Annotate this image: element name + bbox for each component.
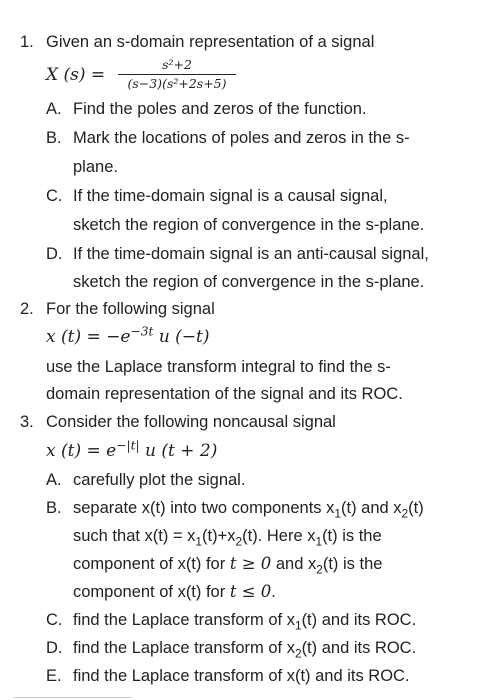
text-run: (t). Here x — [242, 527, 316, 545]
q3-part-d-text — [73, 637, 416, 659]
q2-equation-exponent: −3t — [130, 324, 154, 339]
q2-body-line2: domain representation of the signal and its ROC. — [46, 385, 403, 403]
q1-transfer-fraction — [118, 57, 236, 92]
q2-equation-lhs: x (t) = −e — [46, 327, 131, 347]
q3-stem: Consider the following noncausal signal — [46, 413, 336, 431]
text-run: (t) is the — [322, 527, 382, 545]
q3-part-b-letter: B. — [46, 499, 62, 517]
text-run: and x — [271, 555, 317, 573]
text-run: component of x(t) for — [73, 555, 230, 573]
text-run: such that x(t) = x — [73, 527, 196, 545]
q3-number: 3. — [20, 413, 34, 431]
q3-part-b-line4 — [73, 581, 276, 603]
subscript: 2 — [401, 506, 409, 521]
q1-part-b-text-line2: plane. — [73, 158, 118, 176]
text-run: find the Laplace transform of x — [73, 639, 295, 657]
q2-equation — [46, 326, 210, 348]
q1-part-b-letter: B. — [46, 129, 62, 147]
fraction-denominator: (s−3)(s²+2s+5) — [127, 76, 227, 91]
q1-part-c-text-line1: If the time-domain signal is a causal signal, — [73, 187, 388, 205]
q3-part-b-line3 — [73, 553, 382, 575]
q3-part-e-text: find the Laplace transform of x(t) and its ROC. — [73, 667, 410, 685]
q3-part-a-letter: A. — [46, 471, 62, 489]
q3-part-c-text — [73, 609, 416, 631]
q1-stem: Given an s-domain representation of a signal — [46, 33, 375, 51]
q1-part-d-text-line1: If the time-domain signal is an anti-causal signal, — [73, 245, 429, 263]
text-run: (t) — [408, 499, 424, 517]
q1-part-c-text-line2: sketch the region of convergence in the s-plane. — [73, 216, 425, 234]
q1-part-b-text-line1: Mark the locations of poles and zeros in the s- — [73, 129, 410, 147]
bottom-divider — [14, 697, 132, 698]
text-run: . — [271, 583, 276, 601]
q3-equation-exponent: −|t| — [116, 438, 140, 453]
text-run: (t) and its ROC. — [301, 639, 417, 657]
text-run: (t) and x — [340, 499, 402, 517]
q3-part-e-letter: E. — [46, 667, 62, 685]
q1-part-c-letter: C. — [46, 187, 63, 205]
q3-part-a-text: carefully plot the signal. — [73, 471, 246, 489]
subscript: 2 — [294, 646, 302, 661]
q3-part-c-letter: C. — [46, 611, 63, 629]
subscript: 2 — [316, 562, 323, 577]
subscript: 1 — [195, 534, 203, 549]
q1-number: 1. — [20, 33, 34, 51]
q2-number: 2. — [20, 300, 34, 318]
q1-part-d-letter: D. — [46, 245, 63, 263]
q3-equation — [46, 440, 217, 462]
text-run: find the Laplace transform of x — [73, 611, 295, 629]
text-run: (t) and its ROC. — [301, 611, 417, 629]
text-run: (t)+x — [202, 527, 236, 545]
q2-equation-rhs: u (−t) — [158, 327, 210, 347]
math-condition: t ≤ 0 — [229, 582, 272, 601]
text-run: (t) is the — [322, 555, 383, 573]
q3-equation-rhs: u (t + 2) — [145, 441, 218, 461]
q3-part-b-line1 — [73, 497, 424, 519]
q2-stem: For the following signal — [46, 300, 215, 318]
math-condition: t ≥ 0 — [229, 554, 272, 573]
q3-part-d-letter: D. — [46, 639, 63, 657]
q3-part-b-line2 — [73, 525, 382, 547]
text-run: component of x(t) for — [73, 583, 230, 601]
subscript: 1 — [294, 618, 302, 633]
text-run: separate x(t) into two components x — [73, 499, 335, 517]
subscript: 2 — [235, 534, 243, 549]
fraction-numerator: s²+2 — [162, 57, 192, 72]
q1-part-a-text: Find the poles and zeros of the function. — [73, 100, 367, 118]
subscript: 1 — [315, 534, 323, 549]
q2-body-line1: use the Laplace transform integral to find the s- — [46, 358, 391, 376]
q1-part-a-letter: A. — [46, 100, 62, 118]
q3-equation-lhs: x (t) = e — [46, 441, 117, 461]
q1-equation-lhs: X (s) = — [46, 65, 106, 85]
q1-part-d-text-line2: sketch the region of convergence in the s-plane. — [73, 273, 425, 291]
subscript: 1 — [334, 506, 341, 521]
